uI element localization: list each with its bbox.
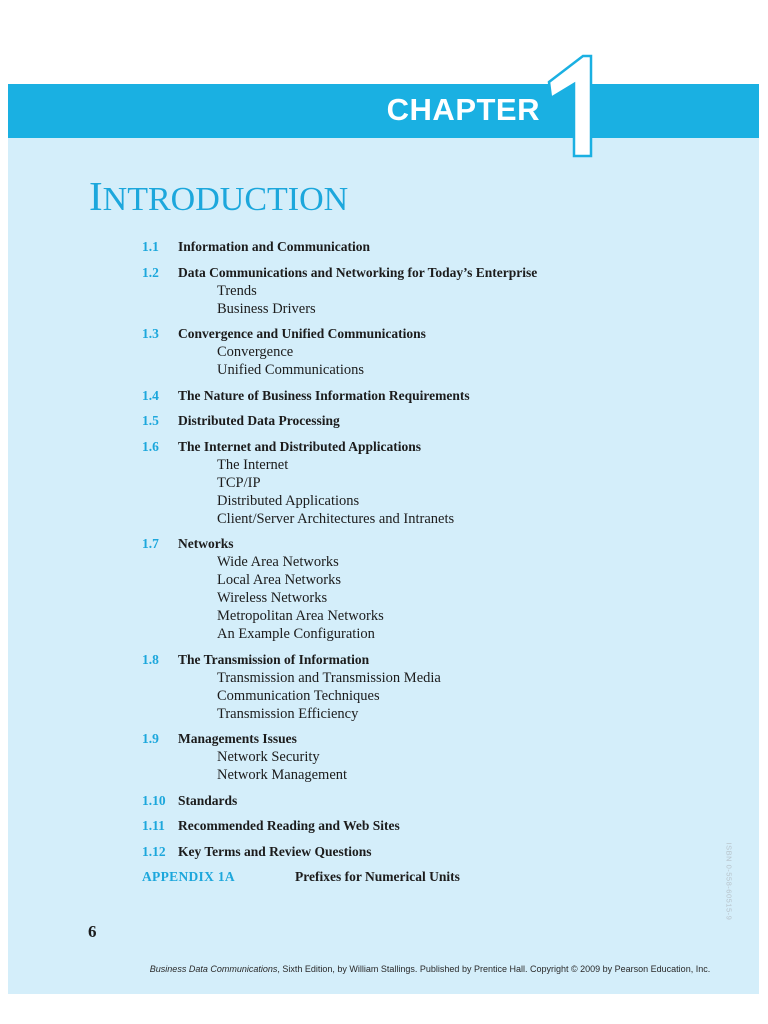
- toc-section-title: Data Communications and Networking for Today’s Enterprise: [178, 264, 538, 280]
- toc-subsection: Distributed Applications: [217, 492, 360, 509]
- toc-section-title: Key Terms and Review Questions: [178, 843, 372, 859]
- toc-section-number: 1.12: [142, 843, 166, 859]
- toc-section-number: 1.11: [142, 818, 165, 833]
- toc-section-title: The Transmission of Information: [178, 651, 370, 667]
- toc-section-number: 1.5: [142, 413, 159, 428]
- toc-entry: [142, 534, 702, 643]
- appendix-title: Prefixes for Numerical Units: [295, 869, 460, 884]
- toc-subsection: Metropolitan Area Networks: [217, 608, 384, 624]
- toc-appendix-entry: [142, 867, 702, 886]
- toc-section-title: Managements Issues: [178, 731, 297, 746]
- toc-entry: [142, 263, 702, 318]
- chapter-title: [89, 175, 348, 221]
- toc-section-title: Information and Communication: [178, 239, 371, 254]
- toc-section-title: Recommended Reading and Web Sites: [178, 818, 400, 833]
- chapter-number-graphic: [541, 52, 601, 162]
- chapter-banner: [8, 84, 759, 138]
- toc-entry: [142, 729, 702, 784]
- toc-subsection: An Example Configuration: [217, 626, 375, 642]
- chapter-label: CHAPTER: [386, 92, 540, 127]
- chapter-title-initial: I: [89, 173, 103, 219]
- toc-section-title: The Nature of Business Information Requirements: [178, 387, 470, 403]
- toc-subsection: Wireless Networks: [217, 590, 328, 606]
- chapter-title-rest: NTRODUCTION: [102, 181, 349, 218]
- toc-section-number: 1.4: [142, 387, 159, 403]
- toc-subsection: Convergence: [217, 344, 294, 360]
- copyright-footer: [0, 964, 768, 974]
- toc-entry: [142, 816, 702, 835]
- toc-section-number: 1.8: [142, 651, 159, 667]
- table-of-contents: [142, 237, 702, 893]
- toc-subsection: Communication Techniques: [217, 687, 380, 704]
- toc-entry: [142, 791, 702, 810]
- toc-subsection: The Internet: [217, 456, 289, 473]
- toc-section-title: The Internet and Distributed Applications: [178, 438, 422, 454]
- toc-section-title: Networks: [178, 536, 234, 551]
- toc-entry: [142, 650, 702, 723]
- isbn-watermark: ISBN 0-558-60515-9: [724, 842, 734, 921]
- appendix-label: APPENDIX 1A: [142, 869, 235, 884]
- footer-book-title: Business Data Communications: [149, 964, 278, 974]
- toc-subsection: Unified Communications: [217, 362, 364, 378]
- toc-section-title: Convergence and Unified Communications: [178, 326, 426, 341]
- toc-entry: [142, 237, 702, 256]
- toc-subsection: Network Management: [217, 767, 348, 783]
- toc-subsection: Business Drivers: [217, 300, 316, 317]
- toc-section-number: 1.3: [142, 326, 159, 341]
- toc-entry: [142, 842, 702, 861]
- toc-subsection: Network Security: [217, 749, 320, 765]
- toc-section-number: 1.10: [142, 792, 166, 808]
- toc-section-number: 1.9: [142, 731, 159, 746]
- toc-section-title: Distributed Data Processing: [178, 413, 340, 428]
- toc-section-number: 1.6: [142, 438, 159, 454]
- toc-subsection: TCP/IP: [217, 474, 261, 491]
- toc-entry: [142, 324, 702, 379]
- toc-section-title: Standards: [178, 792, 238, 808]
- toc-entry: [142, 437, 702, 528]
- page-number: 6: [88, 922, 97, 941]
- footer-rest: , Sixth Edition, by William Stallings. Published by Prentice Hall. Copyright © 2009 by Pearson Education, Inc.: [277, 964, 711, 974]
- toc-subsection: Trends: [217, 282, 257, 299]
- toc-subsection: Transmission and Transmission Media: [217, 669, 441, 686]
- toc-subsection: Client/Server Architectures and Intranets: [217, 510, 455, 527]
- toc-subsection: Wide Area Networks: [217, 554, 339, 570]
- toc-section-number: 1.7: [142, 536, 159, 551]
- toc-subsection: Local Area Networks: [217, 572, 342, 588]
- toc-entry: [142, 386, 702, 405]
- toc-subsection: Transmission Efficiency: [217, 705, 359, 722]
- toc-entry: [142, 411, 702, 430]
- toc-section-number: 1.2: [142, 264, 159, 280]
- toc-section-number: 1.1: [142, 239, 159, 254]
